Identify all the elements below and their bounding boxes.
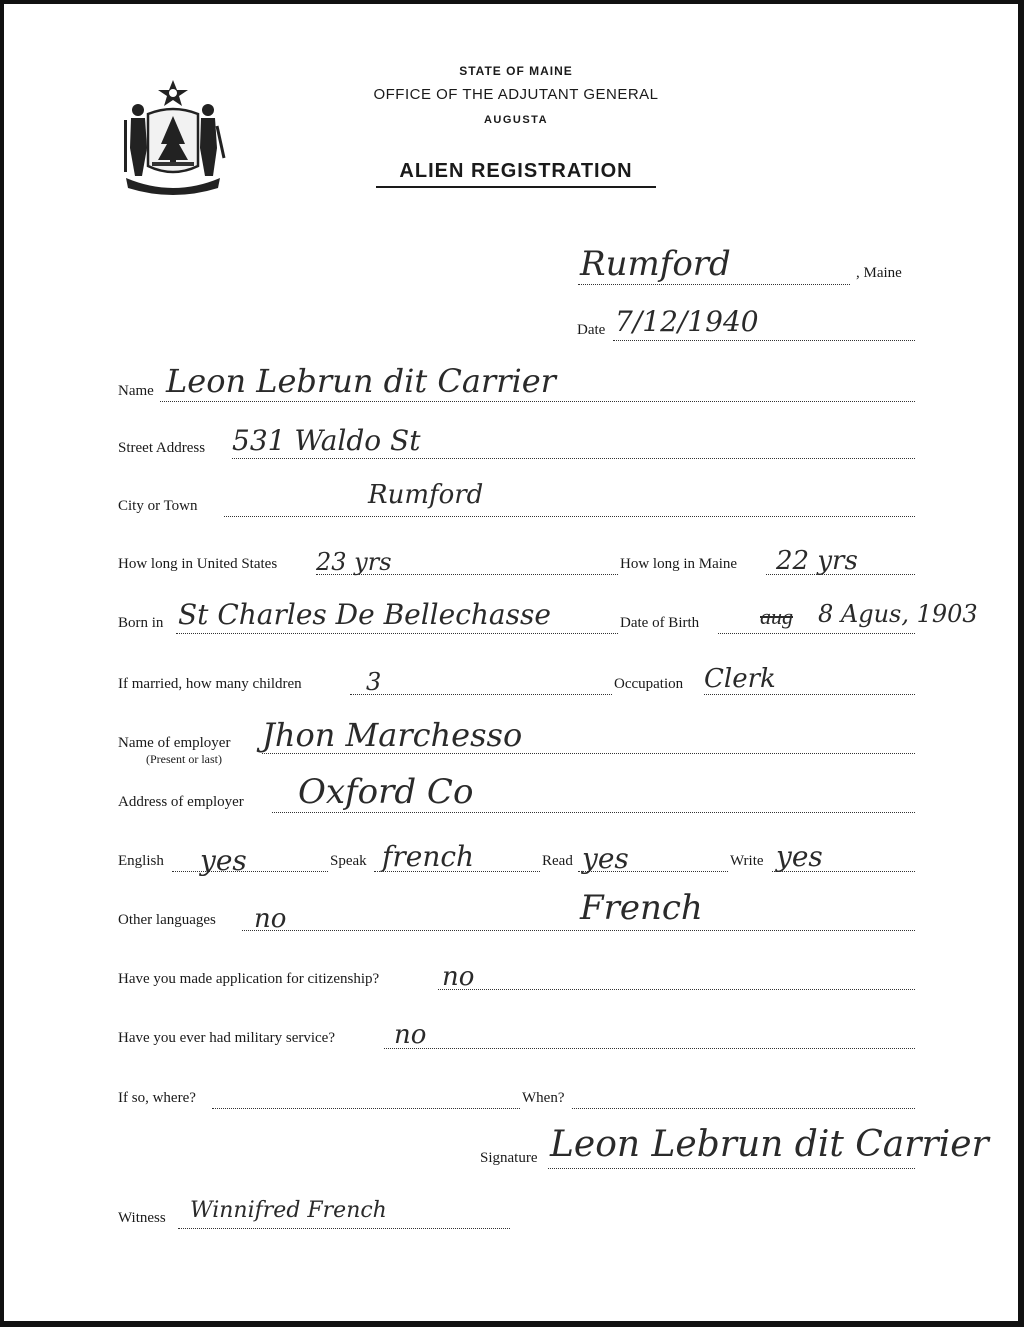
english-line: [172, 871, 328, 872]
write-label: Write: [730, 853, 764, 869]
children-line: [350, 694, 612, 695]
scan-border-top: [0, 0, 1024, 4]
witness-line: [178, 1228, 510, 1229]
place-line: [578, 284, 850, 285]
employer-value: Jhon Marchesso: [262, 716, 523, 754]
signature-line: [548, 1168, 915, 1169]
scan-border-right: [1018, 0, 1024, 1327]
employer-address-value: Oxford Co: [298, 772, 474, 812]
seal-banner-text: MAINE: [155, 177, 191, 186]
children-value: 3: [366, 668, 382, 696]
write-value: yes: [776, 840, 823, 873]
employer-address-line: [272, 812, 915, 813]
city-value: Rumford: [368, 480, 484, 510]
place-suffix: , Maine: [856, 265, 902, 281]
born-in-line: [176, 633, 618, 634]
dob-label: Date of Birth: [620, 615, 700, 631]
header-office: OFFICE OF THE ADJUTANT GENERAL: [373, 86, 659, 103]
military-value: no: [394, 1020, 427, 1050]
date-label: Date: [577, 322, 606, 338]
military-label: Have you ever had military service?: [118, 1030, 335, 1046]
state-seal-icon: [118, 74, 228, 196]
when-line: [572, 1108, 915, 1109]
occupation-label: Occupation: [614, 676, 684, 692]
if-so-where-label: If so, where?: [118, 1090, 196, 1106]
occupation-value: Clerk: [704, 664, 776, 694]
occupation-line: [704, 694, 915, 695]
other-languages-extra-value: French: [580, 888, 703, 928]
born-in-label: Born in: [118, 615, 164, 631]
speak-label: Speak: [330, 853, 367, 869]
how-long-maine-value: 22 yrs: [776, 546, 858, 576]
citizenship-value: no: [442, 962, 475, 992]
place-value: Rumford: [580, 244, 731, 284]
name-value: Leon Lebrun dit Carrier: [166, 362, 556, 400]
citizenship-label: Have you made application for citizenship?: [118, 971, 380, 987]
dob-line: [718, 633, 915, 634]
born-in-value: St Charles De Bellechasse: [178, 598, 551, 631]
other-languages-label: Other languages: [118, 912, 216, 928]
witness-label: Witness: [118, 1210, 166, 1226]
name-line: [160, 401, 915, 402]
employer-sub-label: (Present or last): [146, 752, 222, 766]
other-languages-value: no: [254, 904, 287, 934]
street-line: [232, 458, 915, 459]
header-city: AUGUSTA: [483, 114, 549, 126]
how-long-maine-label: How long in Maine: [620, 556, 738, 572]
form-title: ALIEN REGISTRATION: [399, 160, 633, 182]
header-state: STATE OF MAINE: [459, 64, 573, 78]
dob-value: 8 Agus, 1903: [818, 600, 978, 628]
dob-struck-value: aug: [760, 604, 793, 629]
how-long-us-label: How long in United States: [118, 556, 278, 572]
read-value: yes: [582, 842, 629, 875]
signature-value: Leon Lebrun dit Carrier: [550, 1124, 989, 1165]
read-label: Read: [542, 853, 573, 869]
city-line: [224, 516, 915, 517]
english-label: English: [118, 853, 164, 869]
citizenship-line: [438, 989, 915, 990]
name-label: Name: [118, 383, 154, 399]
street-label: Street Address: [118, 440, 206, 456]
english-value: yes: [200, 844, 247, 877]
signature-label: Signature: [480, 1150, 538, 1166]
scan-border-bottom: [0, 1321, 1024, 1327]
military-line: [384, 1048, 915, 1049]
date-value: 7/12/1940: [615, 305, 759, 338]
if-so-where-line: [212, 1108, 520, 1109]
how-long-us-value: 23 yrs: [316, 548, 392, 576]
children-label: If married, how many children: [118, 676, 302, 692]
street-value: 531 Waldo St: [232, 424, 421, 457]
employer-address-label: Address of employer: [118, 794, 244, 810]
employer-label: Name of employer: [118, 735, 231, 751]
speak-value: french: [382, 840, 475, 873]
witness-value: Winnifred French: [190, 1198, 387, 1223]
city-label: City or Town: [118, 498, 198, 514]
when-label: When?: [522, 1090, 565, 1106]
other-languages-line: [242, 930, 915, 931]
date-line: [613, 340, 915, 341]
scan-border-left: [0, 0, 4, 1327]
title-underline: [376, 186, 656, 188]
